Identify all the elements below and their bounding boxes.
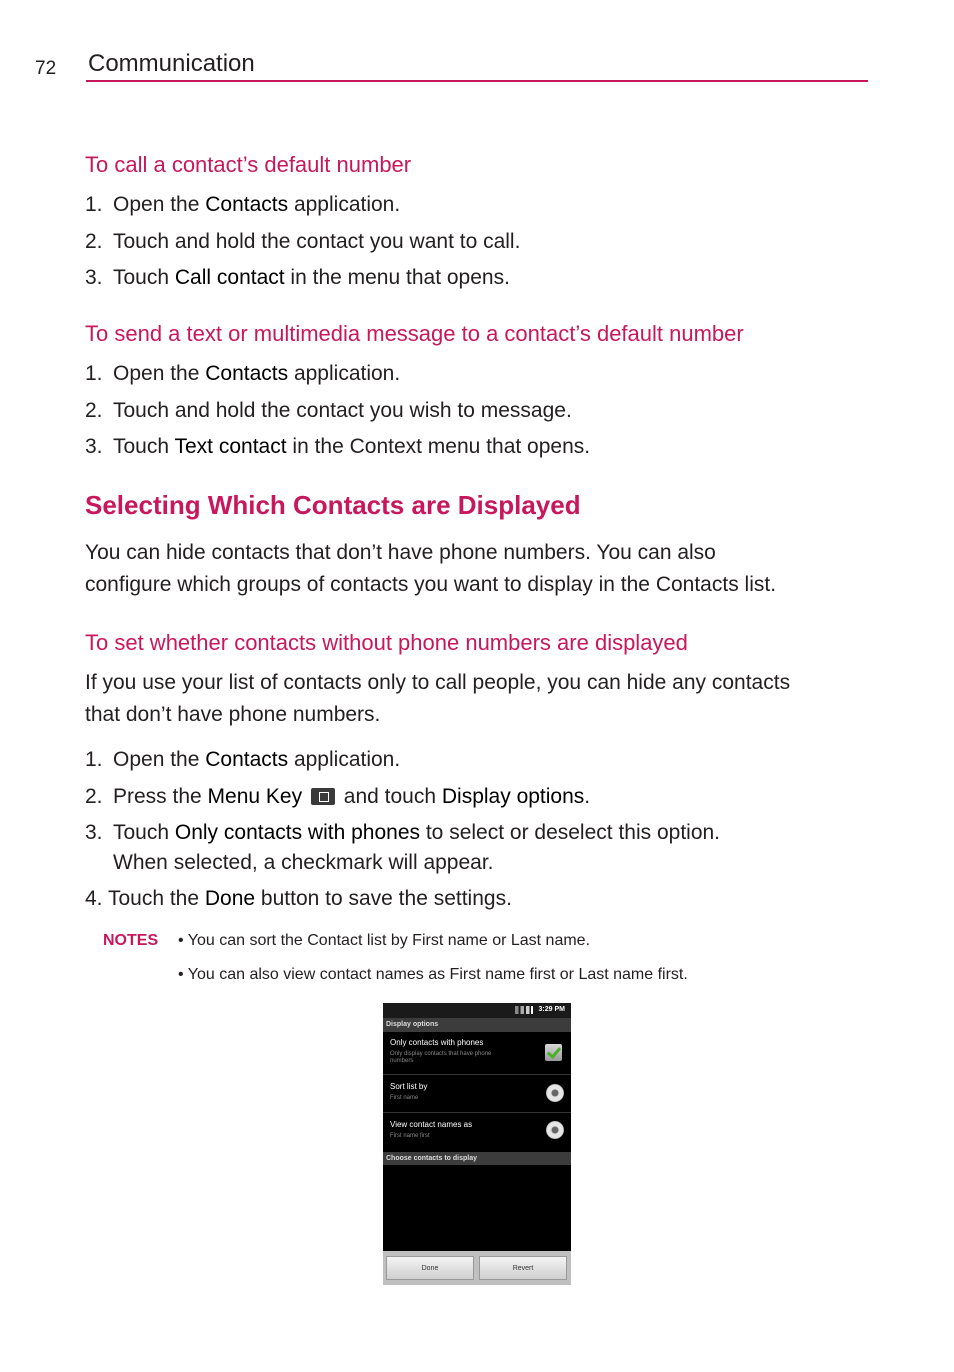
notes-label: NOTES	[103, 932, 159, 949]
step-number: 2.	[85, 399, 103, 422]
call-step-3: Touch Call contact in the menu that opens.	[113, 266, 510, 289]
option-subtitle: First name first	[390, 1133, 430, 1139]
choose-contacts-section: Choose contacts to display	[383, 1152, 571, 1165]
status-bar	[383, 1003, 571, 1018]
phones-step-3-continued: When selected, a checkmark will appear.	[113, 851, 494, 874]
step-number: 3.	[85, 821, 103, 844]
step-number: 2.	[85, 230, 103, 253]
step-number: 1.	[85, 748, 103, 771]
phones-step-4: 4. Touch the Done button to save the settings.	[85, 887, 512, 910]
display-intro-line-2: configure which groups of contacts you want to display in the Contacts list.	[85, 573, 777, 596]
phones-intro-line-1: If you use your list of contacts only to call people, you can hide any contacts	[85, 671, 791, 694]
phones-step-3: Touch Only contacts with phones to select or deselect this option.	[113, 821, 721, 844]
display-intro-line-1: You can hide contacts that don’t have phone numbers. You can also	[85, 541, 716, 564]
revert-button[interactable]: Revert	[479, 1256, 567, 1280]
phones-heading: To set whether contacts without phone numbers are displayed	[85, 630, 688, 655]
message-step-1: Open the Contacts application.	[113, 362, 401, 385]
message-heading: To send a text or multimedia message to a contact’s default number	[85, 321, 744, 346]
step-number: 3.	[85, 266, 103, 289]
page-number: 72	[35, 58, 57, 79]
message-step-2: Touch and hold the contact you wish to message.	[113, 399, 572, 422]
screen-title: Display options	[383, 1018, 571, 1032]
option-title: Only contacts with phones	[390, 1038, 484, 1047]
step-number: 1.	[85, 193, 103, 216]
checkbox-checked[interactable]	[545, 1044, 562, 1061]
dropdown-icon[interactable]	[546, 1084, 564, 1102]
signal-icon	[515, 1006, 533, 1014]
step-number: 2.	[85, 785, 103, 808]
status-time: 3:29 PM	[538, 1006, 565, 1013]
step-number: 1.	[85, 362, 103, 385]
display-heading: Selecting Which Contacts are Displayed	[85, 490, 581, 520]
phones-intro-line-2: that don’t have phone numbers.	[85, 703, 381, 726]
message-step-3: Touch Text contact in the Context menu that opens.	[113, 435, 591, 458]
option-subtitle: Only display contacts that have phone	[390, 1051, 492, 1057]
menu-key-icon	[311, 788, 335, 805]
phones-step-2: Press the Menu Key and touch Display options.	[113, 785, 591, 808]
call-step-2: Touch and hold the contact you want to call.	[113, 230, 521, 253]
option-subtitle: First name	[390, 1095, 419, 1101]
step-number: 3.	[85, 435, 103, 458]
option-subtitle: numbers	[390, 1058, 414, 1064]
done-button[interactable]: Done	[386, 1256, 474, 1280]
option-title: Sort list by	[390, 1082, 428, 1091]
option-view-contact-names-as[interactable]	[383, 1112, 571, 1153]
option-sort-list-by[interactable]	[383, 1074, 571, 1113]
option-only-contacts-with-phones[interactable]	[383, 1032, 571, 1075]
call-heading: To call a contact’s default number	[85, 152, 412, 177]
phone-screenshot	[383, 1003, 571, 1285]
call-step-1: Open the Contacts application.	[113, 193, 401, 216]
dropdown-icon[interactable]	[546, 1121, 564, 1139]
header-divider	[86, 80, 868, 82]
button-bar	[383, 1251, 571, 1285]
note-item: • You can sort the Contact list by First name or Last name.	[178, 932, 591, 949]
note-item: • You can also view contact names as First name first or Last name first.	[178, 966, 688, 983]
chapter-title: Communication	[88, 50, 255, 77]
option-title: View contact names as	[390, 1120, 473, 1129]
phones-step-1: Open the Contacts application.	[113, 748, 401, 771]
